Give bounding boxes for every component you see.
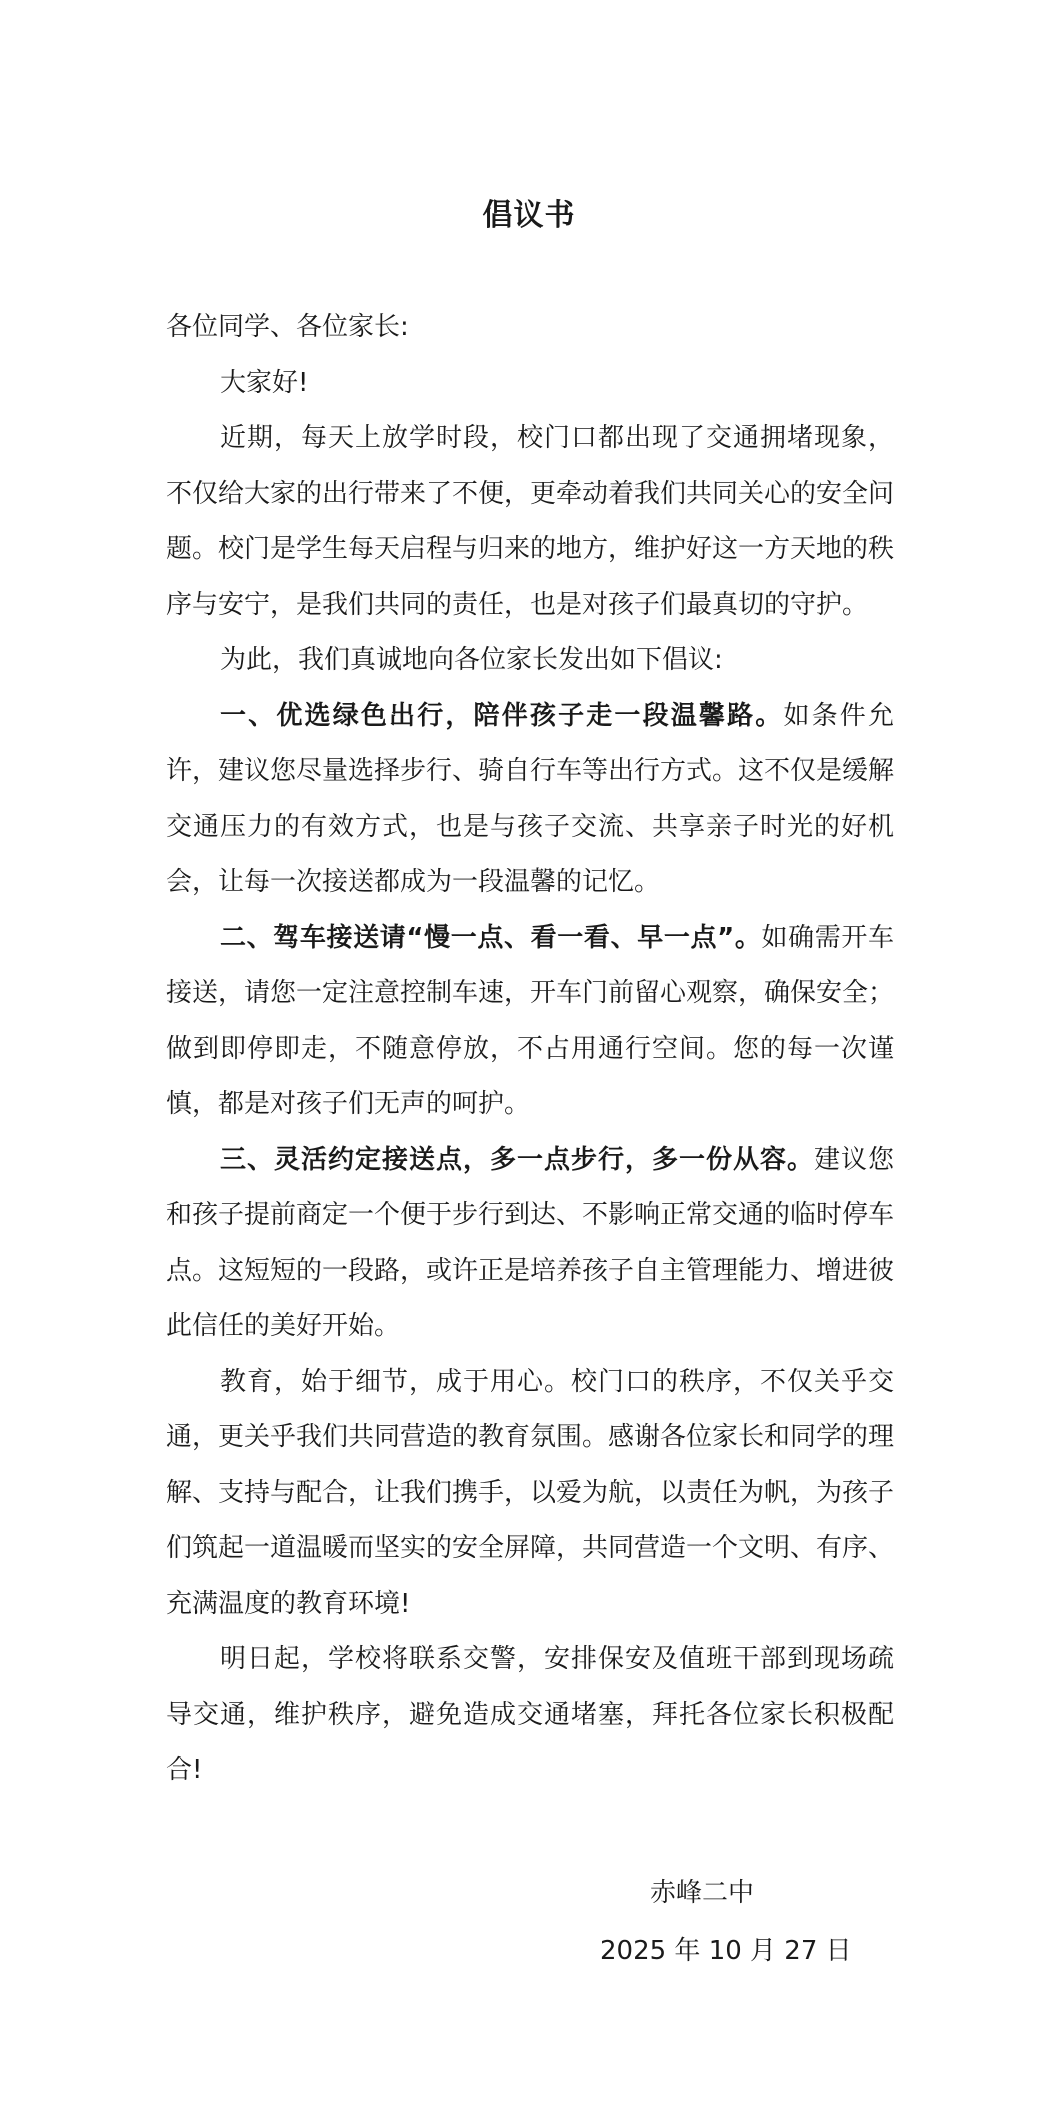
proposal-item-3: [166, 1133, 894, 1355]
signature-organization: 赤峰二中: [650, 1878, 755, 1908]
salutation: 各位同学、各位家长:: [166, 312, 409, 342]
intro-paragraph: 近期，每天上放学时段，校门口都出现了交通拥堵现象，不仅给大家的出行带来了不便，更牵动着我们共同关心的安全问题。校门是学生每天启程与归来的地方，维护好这一方天地的秩序与安宁，是我们共同的责任，也是对孩子们最真切的守护。: [166, 423, 895, 620]
signature-block: [600, 1864, 920, 1980]
proposal-item-2-body: 如确需开车接送，请您一定注意控制车速，开车门前留心观察，确保安全；做到即停即走，不随意停放，不占用通行空间。您的每一次谨慎，都是对孩子们无声的呵护。: [166, 922, 895, 1119]
proposal-item-1-body: 如条件允许，建议您尽量选择步行、骑自行车等出行方式。这不仅是缓解交通压力的有效方式，也是与孩子交流、共享亲子时光的好机会，让每一次接送都成为一段温馨的记忆。: [166, 700, 895, 897]
proposal-item-3-body: 建议您和孩子提前商定一个便于步行到达、不影响正常交通的临时停车点。这短短的一段路，或许正是培养孩子自主管理能力、增进彼此信任的美好开始。: [166, 1144, 895, 1341]
notice-paragraph: 明日起，学校将联系交警，安排保安及值班干部到现场疏导交通，维护秩序，避免造成交通堵塞，拜托各位家长积极配合!: [166, 1644, 894, 1785]
signature-date: 2025 年 10 月 27 日: [600, 1936, 852, 1966]
proposal-item-2-lead: 二、驾车接送请“慢一点、看一看、早一点”。: [220, 922, 762, 953]
greeting: 大家好!: [220, 367, 309, 398]
proposal-item-1: [166, 689, 894, 911]
document-body: [166, 300, 894, 1799]
proposal-item-1-lead: 一、优选绿色出行，陪伴孩子走一段温馨路。: [220, 700, 784, 731]
document-title: 倡议书: [482, 198, 576, 233]
proposal-item-3-lead: 三、灵活约定接送点，多一点步行，多一份从容。: [220, 1144, 814, 1175]
proposal-intro: 为此，我们真诚地向各位家长发出如下倡议:: [220, 645, 723, 675]
closing-paragraph: 教育，始于细节，成于用心。校门口的秩序，不仅关乎交通，更关乎我们共同营造的教育氛围。感谢各位家长和同学的理解、支持与配合，让我们携手，以爱为航，以责任为帆，为孩子们筑起一道温暖而坚实的安全屏障，共同营造一个文明、有序、充满温度的教育环境!: [166, 1366, 895, 1619]
proposal-item-2: [166, 911, 894, 1133]
